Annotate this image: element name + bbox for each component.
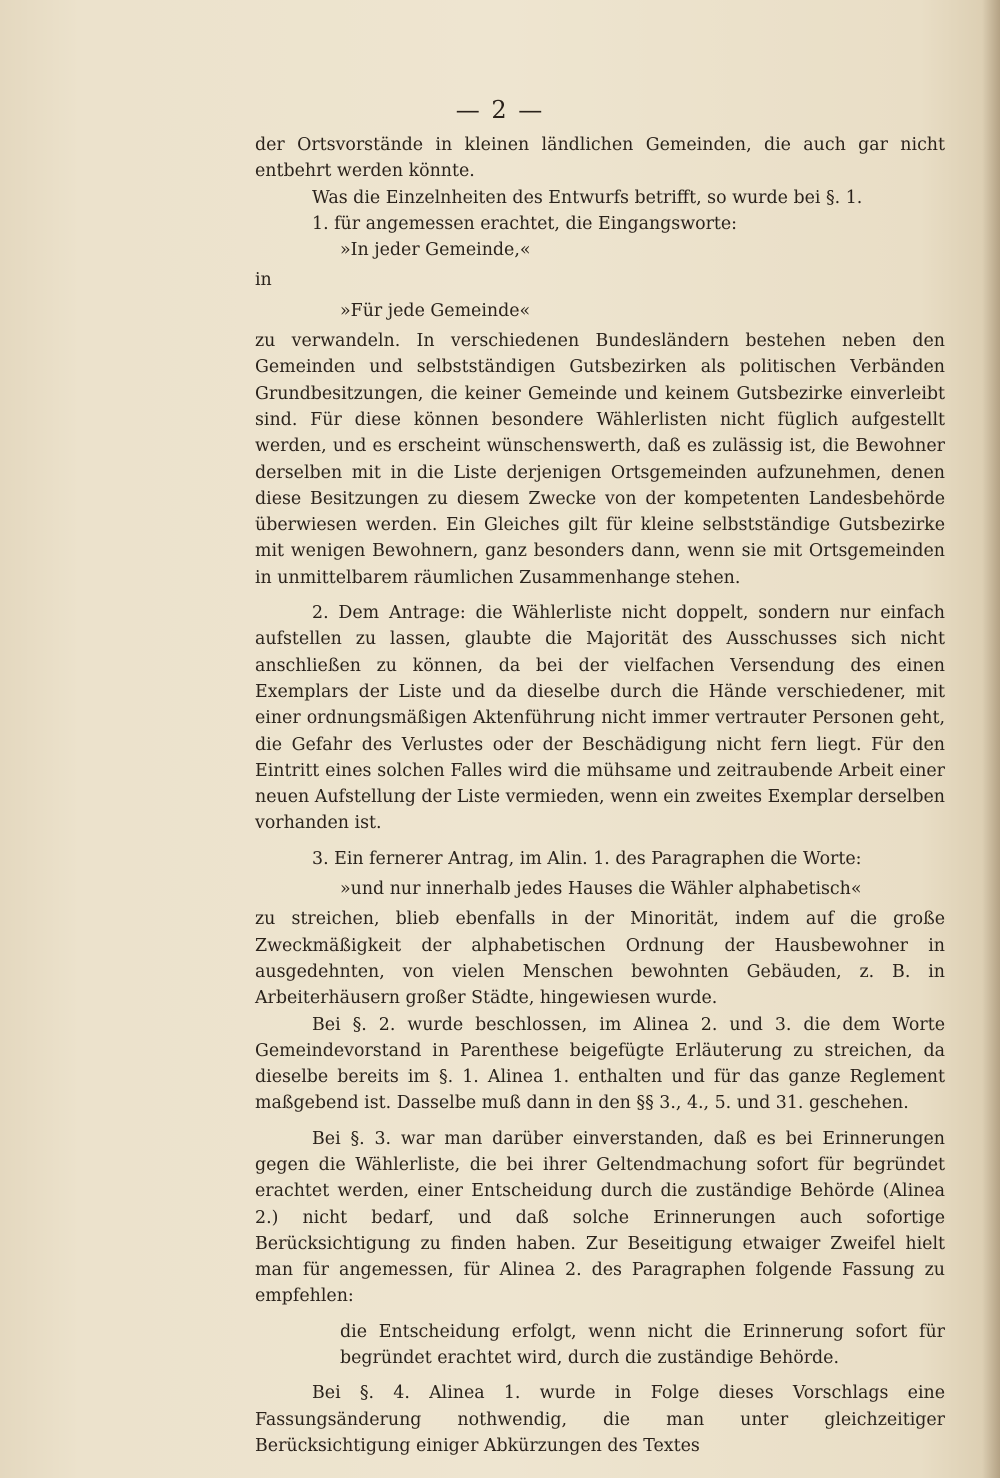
quotation: »und nur innerhalb jedes Hauses die Wähler alphabetisch« [340, 879, 862, 900]
paragraph: Bei §. 4. Alinea 1. wurde in Folge dieses Vorschlags eine Fassungsänderung nothwendig, die man unter gleichzeitiger Berücksichtigung einiger Abkürzungen des Textes [255, 1383, 945, 1456]
body-text [255, 132, 945, 1459]
paragraph: in [255, 270, 272, 291]
numbered-item: 1. für angemessen erachtet, die Eingangsworte: [312, 213, 738, 234]
paragraph: der Ortsvorstände in kleinen ländlichen Gemeinden, die auch gar nicht entbehrt werden könnte. [255, 135, 945, 182]
page-number: — 2 — [455, 96, 545, 124]
quotation: die Entscheidung erfolgt, wenn nicht die Erinnerung sofort für begründet erachtet wird, durch die zuständige Behörde. [340, 1321, 945, 1369]
quotation: »Für jede Gemeinde« [340, 300, 531, 321]
paragraph: zu streichen, blieb ebenfalls in der Minorität, indem auf die große Zweckmäßigkeit der alphabetischen Ordnung der Hausbewohner in ausgedehnten, von vielen Menschen bewohnten Gebäuden, z. B. in Arbeiterhäusern großer Städte, hingewiesen wurde. [255, 909, 945, 1009]
paragraph: Bei §. 3. war man darüber einverstanden, daß es bei Erinnerungen gegen die Wählerliste, die bei ihrer Geltendmachung sofort für begründet erachtet werden, einer Entscheidung durch die zuständige Behörde (Alinea 2.) nicht bedarf, und daß solche Erinnerungen auch sofortige Berücksichtigung zu finden haben. Zur Beseitigung etwaiger Zweifel hielt man für angemessen, für Alinea 2. des Paragraphen folgende Fassung zu empfehlen: [255, 1128, 945, 1307]
quotation: »In jeder Gemeinde,« [340, 240, 531, 261]
paragraph: Bei §. 2. wurde beschlossen, im Alinea 2. und 3. die dem Worte Gemeindevorstand in Parenthese beigefügte Erläuterung zu streichen, da dieselbe bereits im §. 1. Alinea 1. enthalten und für das ganze Reglement maßgebend ist. Dasselbe muß dann in den §§ 3., 4., 5. und 31. geschehen. [255, 1014, 945, 1114]
numbered-item: 3. Ein fernerer Antrag, im Alin. 1. des Paragraphen die Worte: [312, 848, 862, 869]
numbered-item: 2. Dem Antrage: die Wählerliste nicht doppelt, sondern nur einfach aufstellen zu lassen, glaubte die Majorität des Ausschusses sich nicht anschließen zu können, da bei der vielfachen Versendung des einen Exemplars der Liste und da dieselbe durch die Hände verschiedener, mit einer ordnungsmäßigen Aktenführung nicht immer vertrauter Personen geht, die Gefahr des Verlustes oder der Beschädigung nicht fern liegt. Für den Eintritt eines solchen Falles wird die mühsame und zeitraubende Arbeit einer neuen Aufstellung der Liste vermieden, wenn ein zweites Exemplar derselben vorhanden ist. [255, 603, 945, 834]
paragraph: zu verwandeln. In verschiedenen Bundesländern bestehen neben den Gemeinden und selbstständigen Gutsbezirken als politischen Verbänden Grundbesitzungen, die keiner Gemeinde und keinem Gutsbezirke einverleibt sind. Für diese können besondere Wählerlisten nicht füglich aufgestellt werden, und es erscheint wünschenswerth, daß es zulässig ist, die Bewohner derselben mit in die Liste derjenigen Ortsgemeinden aufzunehmen, denen diese Besitzungen zu diesem Zwecke von der kompetenten Landesbehörde überwiesen werden. Ein Gleiches gilt für kleine selbstständige Gutsbezirke mit wenigen Bewohnern, ganz besonders dann, wenn sie mit Ortsgemeinden in unmittelbarem räumlichen Zusammenhange stehen. [255, 331, 945, 588]
paragraph: Was die Einzelnheiten des Entwurfs betrifft, so wurde bei §. 1. [312, 187, 863, 208]
